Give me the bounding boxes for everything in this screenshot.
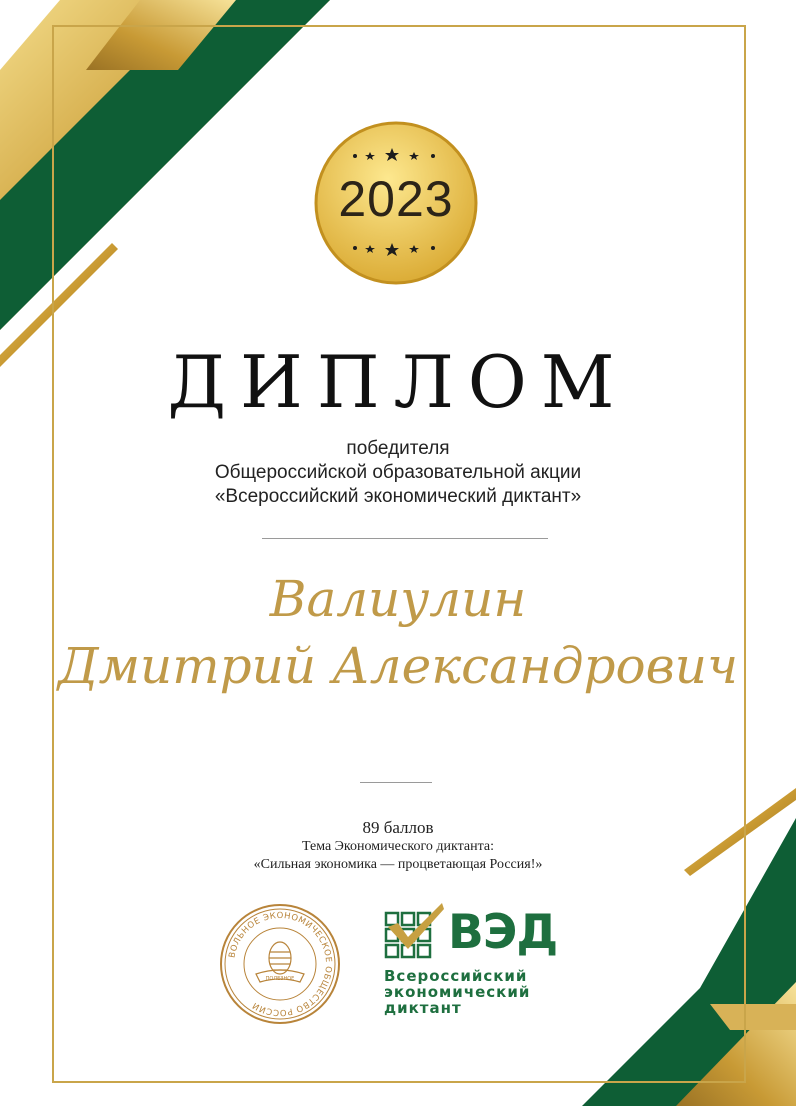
ved-logo-line-3: диктант [384, 999, 462, 1017]
subtitle-line-1: победителя [346, 438, 450, 459]
ved-logo-line-1: Всероссийский [384, 967, 528, 985]
free-economic-society-seal-icon [218, 902, 342, 1026]
ved-logo-text [384, 968, 530, 1016]
subtitle-line-2: Общероссийской образовательной акции [214, 462, 582, 483]
medal-year: 2023 [338, 171, 454, 227]
recipient-surname: Валиулин [269, 570, 527, 628]
diploma-title: ДИПЛОМ [167, 340, 629, 424]
ved-logo-line-2: экономический [384, 983, 531, 1001]
score-text: 89 баллов [362, 818, 434, 837]
ved-logo-abbr: ВЭД [448, 905, 558, 960]
topic-label: Тема Экономического диктанта: [301, 839, 495, 854]
divider-bottom [360, 782, 432, 783]
ved-logo-check-icon [384, 903, 446, 959]
svg-text:ПОЛЕЗНОЕ: ПОЛЕЗНОЕ [265, 976, 295, 982]
svg-text:ВОЛЬНОЕ ЭКОНОМИЧЕСКОЕ ОБЩЕСТВО: ВОЛЬНОЕ ЭКОНОМИЧЕСКОЕ ОБЩЕСТВО РОССИИ [227, 910, 334, 1018]
result-info [0, 818, 796, 874]
topic-text: «Сильная экономика — процветающая Россия!» [253, 857, 543, 872]
subtitle-line-3: «Всероссийский экономический диктант» [214, 486, 582, 507]
divider-top [262, 538, 548, 539]
recipient-given-names: Дмитрий Александрович [57, 637, 739, 695]
diploma-subtitle [0, 437, 796, 509]
